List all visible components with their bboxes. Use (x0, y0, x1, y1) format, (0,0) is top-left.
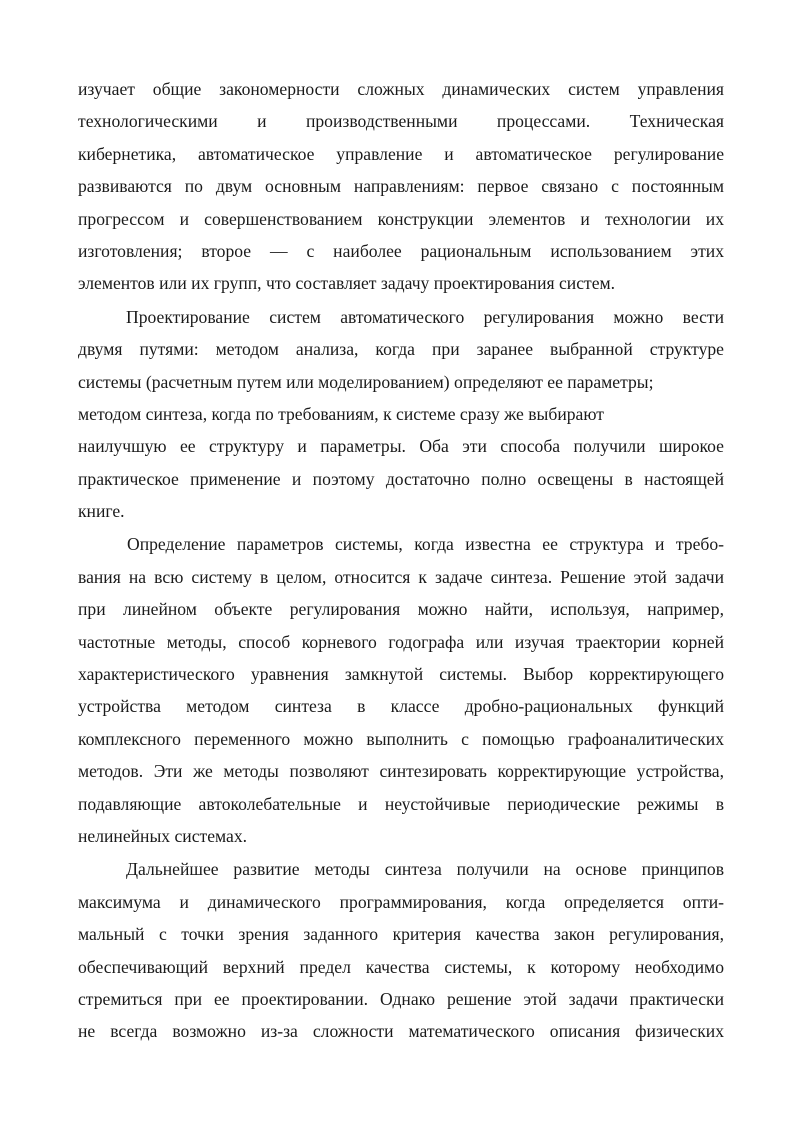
text-line: системы (расчетным путем или моделированием) определяют ее параметры; (78, 371, 654, 392)
text-line: технологическими и производственными процессами. Техническая (78, 111, 724, 132)
text-line: частотные методы, способ корневого годографа или изучая траектории корней (78, 631, 724, 652)
text-line: не всегда возможно из-за сложности математического описания физических (78, 1021, 724, 1042)
text-line: развиваются по двум основным направлениям: первое связано с постоянным (78, 176, 724, 197)
text-line: двумя путями: методом анализа, когда при заранее выбранной структуре (78, 339, 724, 360)
text-line: изготовления; второе — с наиболее рациональным использованием этих (78, 240, 724, 261)
text-line: стремиться при ее проектировании. Однако решение этой задачи практически (78, 988, 724, 1009)
text-line: подавляющие автоколебательные и неустойчивые периодические режимы в (78, 793, 724, 814)
paragraph-4 (78, 853, 724, 1047)
text-line: Дальнейшее развитие методы синтеза получили на основе принципов (126, 859, 724, 880)
paragraph-2 (78, 301, 724, 528)
text-line: вания на всю систему в целом, относится к задаче синтеза. Решение этой задачи (78, 566, 724, 587)
text-line: методом синтеза, когда по требованиям, к системе сразу же выбирают (78, 403, 604, 424)
text-line: Проектирование систем автоматического регулирования можно вести (126, 306, 724, 327)
text-line: элементов или их групп, что составляет задачу проектирования систем. (78, 273, 616, 294)
text-line: наилучшую ее структуру и параметры. Оба эти способа получили широкое (78, 436, 724, 457)
text-line: кибернетика, автоматическое управление и автоматическое регулирование (78, 143, 724, 164)
text-line: при линейном объекте регулирования можно найти, используя, например, (78, 599, 724, 620)
text-line: нелинейных системах. (78, 825, 248, 846)
text-line: практическое применение и поэтому достаточно полно освещены в настоящей (78, 468, 724, 489)
text-line: максимума и динамического программирования, когда определяется опти- (78, 891, 724, 912)
text-line: книге. (78, 501, 125, 522)
text-line: обеспечивающий верхний предел качества системы, к которому необходимо (78, 956, 724, 977)
document-page (78, 73, 724, 1048)
text-line: Определение параметров системы, когда известна ее структура и требо- (127, 534, 724, 555)
text-line: характеристического уравнения замкнутой системы. Выбор корректирующего (78, 664, 724, 685)
text-line: устройства методом синтеза в классе дробно-рациональных функций (78, 696, 724, 717)
paragraph-1 (78, 73, 724, 300)
text-line: методов. Эти же методы позволяют синтезировать корректирующие устройства, (78, 761, 724, 782)
text-line: изучает общие закономерности сложных динамических систем управления (78, 79, 724, 99)
text-line: комплексного переменного можно выполнить с помощью графоаналитических (78, 728, 724, 749)
paragraph-3 (78, 528, 724, 852)
text-line: мальный с точки зрения заданного критерия качества закон регулирования, (78, 924, 724, 945)
text-line: прогрессом и совершенствованием конструкции элементов и технологии их (78, 208, 724, 229)
